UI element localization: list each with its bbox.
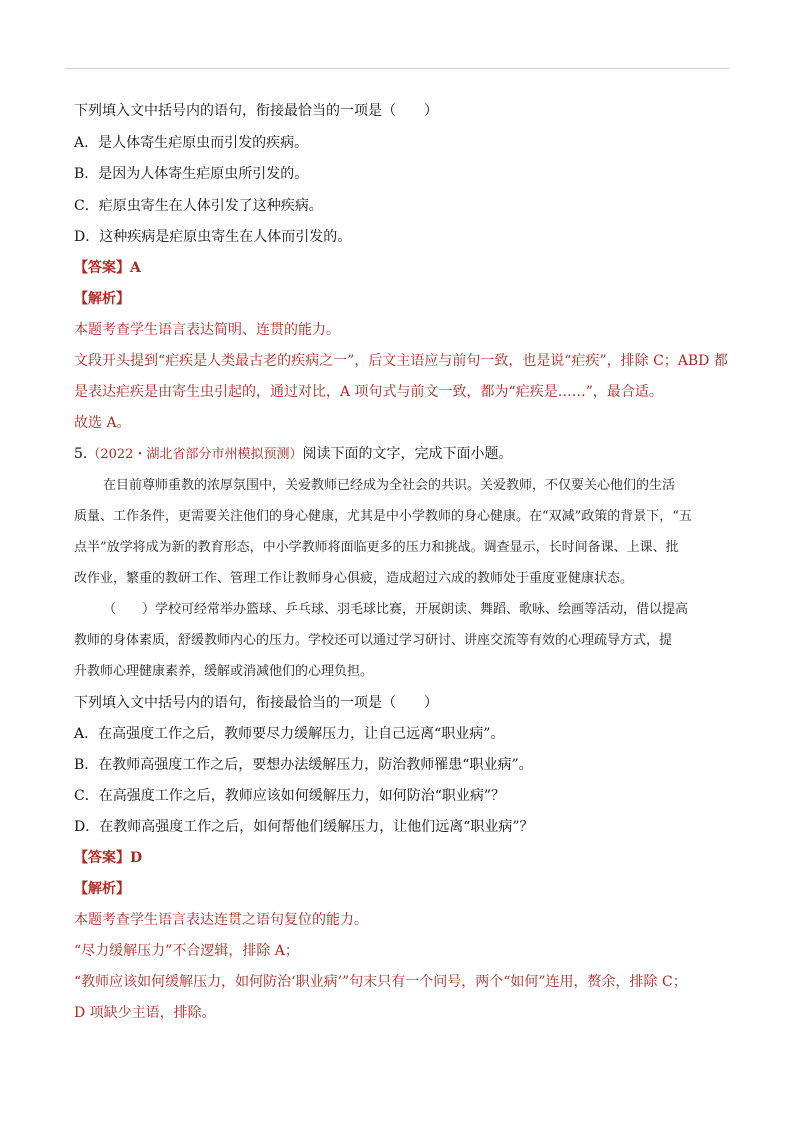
q5-stem: 下列填入文中括号内的语句，衔接最恰当的一项是（ ） [74,695,438,711]
q5-heading [74,445,512,464]
q4-option-a: A．是人体寄生疟原虫而引发的疾病。 [74,135,309,151]
passage-line-2: 质量、工作条件，更需要关注他们的身心健康，尤其是中小学教师的身心健康。在“双减”政策的背景下，“五 [74,509,692,524]
header-rule [65,68,729,69]
q5-answer [74,849,142,867]
q5-answer-value: D [130,850,143,866]
q4-option-c: C．疟原虫寄生在人体引发了这种疾病。 [74,198,323,214]
q5-number: 5. [74,446,88,462]
q5-option-c: C．在高强度工作之后，教师应该如何缓解压力，如何防治“职业病”？ [74,788,506,804]
passage-line-5: （ ）学校可经常举办篮球、乒乓球、羽毛球比赛，开展朗读、舞蹈、歌咏、绘画等活动，借以提高 [103,602,689,617]
q5-source: （2022・湖北省部分市州模拟预测） [87,447,303,462]
q4-analysis-line-3: 是表达疟疾是由寄生虫引起的，通过对比，A 项句式与前文一致，都为“疟疾是……”，最合适。 [74,384,663,400]
q4-option-b: B．是因为人体寄生疟原虫所引发的。 [74,166,309,182]
q5-option-b: B．在教师高强度工作之后，要想办法缓解压力，防治教师罹患“职业病”。 [74,757,533,773]
q4-answer-label: 【答案】 [74,260,130,276]
passage-line-4: 改作业，繁重的教研工作、管理工作让教师身心俱疲，造成超过六成的教师处于重度亚健康状态。 [74,571,634,586]
q5-option-d: D．在教师高强度工作之后，如何帮他们缓解压力，让他们远离“职业病”？ [74,819,534,835]
passage-line-6: 教师的身体素质，舒缓教师内心的压力。学校还可以通过学习研讨、讲座交流等有效的心理疏导方式，提 [74,633,673,648]
passage-line-1: 在目前尊师重教的浓厚氛围中，关爱教师已经成为全社会的共识。关爱教师，不仅要关心他们的生活 [103,478,676,493]
q4-analysis-line-2: 文段开头提到“疟疾是人类最古老的疾病之一”，后文主语应与前句一致，也是说“疟疾”，排除 C；ABD 都 [74,353,728,369]
q5-option-a: A．在高强度工作之后，教师要尽力缓解压力，让自己远离“职业病”。 [74,726,505,742]
passage-line-7: 升教师心理健康素养，缓解或消减他们的心理负担。 [74,664,374,679]
q5-analysis-label: 【解析】 [74,881,130,897]
q4-analysis-label: 【解析】 [74,291,130,307]
q4-answer [74,259,141,277]
q5-instruction: 阅读下面的文字，完成下面小题。 [302,446,513,462]
q5-answer-label: 【答案】 [74,850,130,866]
q4-analysis-line-4: 故选 A。 [74,415,131,431]
q5-analysis-line-1: 本题考查学生语言表达连贯之语句复位的能力。 [74,912,368,928]
q4-stem: 下列填入文中括号内的语句，衔接最恰当的一项是（ ） [74,103,438,119]
q4-analysis-line-1: 本题考查学生语言表达简明、连贯的能力。 [74,322,340,338]
q5-analysis-line-3: “教师应该如何缓解压力，如何防治‘职业病’”句末只有一个问号，两个“如何”连用，赘余，排除 C； [74,974,687,990]
q5-analysis-line-2: “尽力缓解压力”不合逻辑，排除 A； [74,943,299,959]
q4-answer-value: A [130,260,141,276]
q5-analysis-line-4: D 项缺少主语，排除。 [74,1005,216,1021]
q4-option-d: D．这种疾病是疟原虫寄生在人体而引发的。 [74,229,352,245]
passage-line-3: 点半”放学将成为新的教育形态，中小学教师将面临更多的压力和挑战。调查显示，长时间备课、上课、批 [74,540,679,555]
